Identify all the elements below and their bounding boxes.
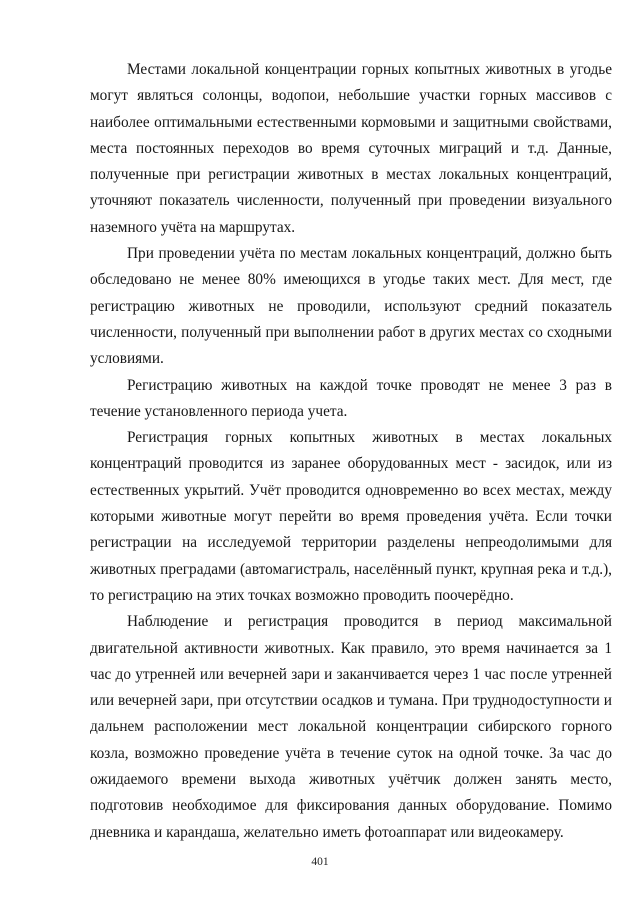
paragraph-registration-frequency: Регистрацию животных на каждой точке проводят не менее 3 раз в течение установленного периода учета. [90, 376, 612, 420]
body-text [90, 57, 612, 846]
paragraph-registration-method: Регистрация горных копытных животных в местах локальных концентраций проводится из заранее оборудованных мест - засидок, или из естественных укрытий. Учёт проводится одновременно во всех местах, между которыми животные могут перейти во время проведения учёта. Если точки регистрации на исследуемой территории разделены непреодолимыми для животных преградами (автомагистраль, населённый пункт, крупная река и т.д.), то регистрацию на этих точках возможно проводить поочерёдно. [90, 429, 612, 604]
page-number: 401 [311, 856, 329, 868]
paragraph-observation-timing: Наблюдение и регистрация проводится в период максимальной двигательной активности животных. Как правило, это время начинается за 1 час до утренней или вечерней зари и заканчивается через 1 час после утренней или вечерней зари, при отсутствии осадков и тумана. При труднодоступности и дальнем расположении мест локальной концентрации сибирского горного козла, возможно проведение учёта в течение суток на одной точке. За час до ожидаемого времени выхода животных учётчик должен занять место, подготовив необходимое для фиксирования данных оборудование. Помимо дневника и карандаша, желательно иметь фотоаппарат или видеокамеру. [90, 613, 612, 841]
paragraph-local-concentration-places: Местами локальной концентрации горных копытных животных в угодье могут являться солонцы, водопои, небольшие участки горных массивов с наиболее оптимальными естественными кормовыми и защитными свойствами, места постоянных переходов во время суточных миграций и т.д. Данные, полученные при регистрации животных в местах локальных концентраций, уточняют показатель численности, полученный при проведении визуального наземного учёта на маршрутах. [90, 61, 612, 236]
paragraph-survey-coverage: При проведении учёта по местам локальных концентраций, должно быть обследовано не менее 80% имеющихся в угодье таких мест. Для мест, где регистрацию животных не проводили, используют средний показатель численности, полученный при выполнении работ в других местах со сходными условиями. [90, 245, 612, 368]
